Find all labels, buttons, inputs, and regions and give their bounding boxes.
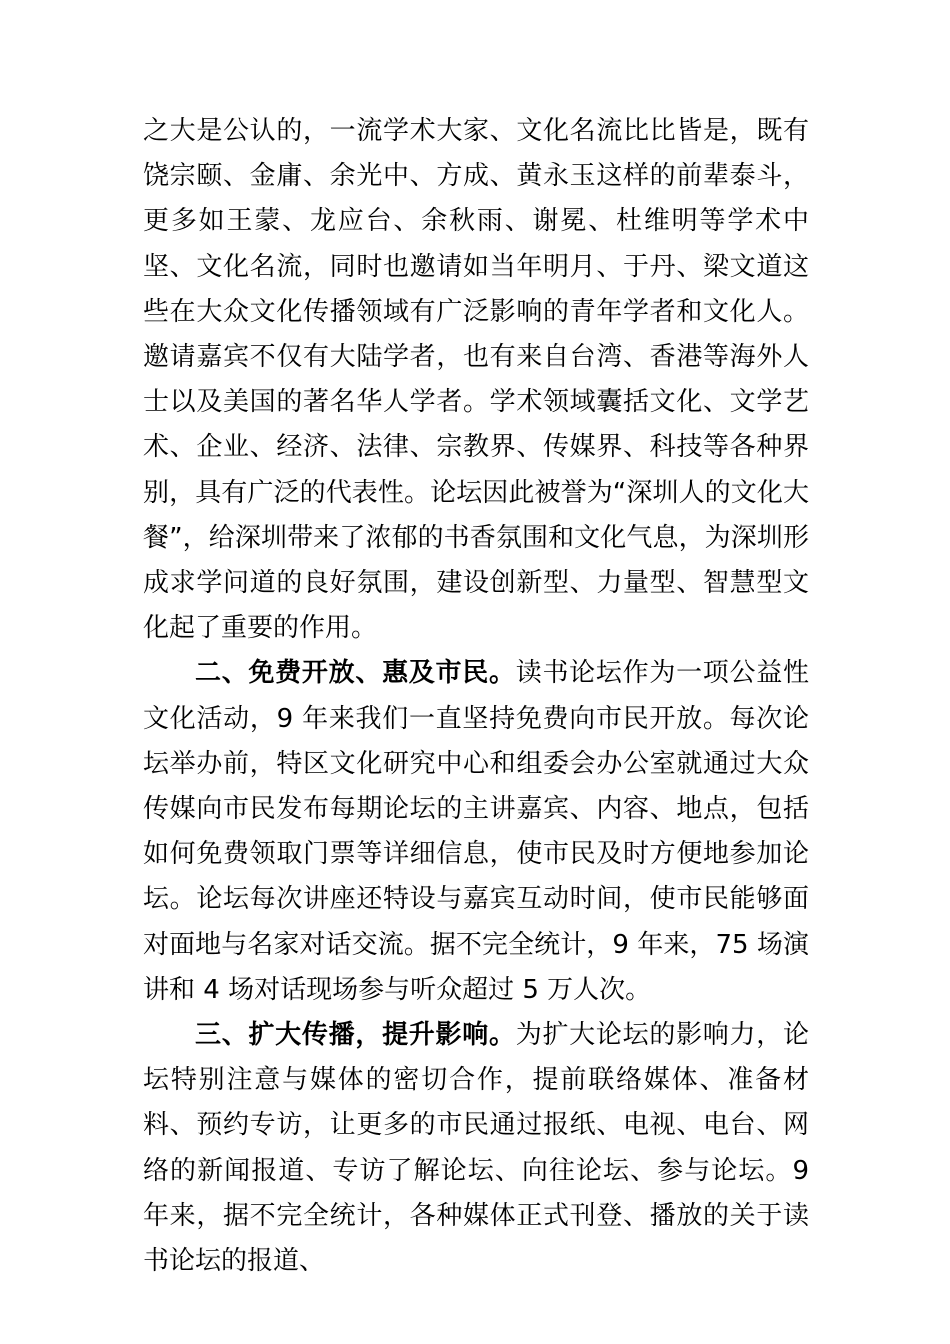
paragraph-body: 为扩大论坛的影响力，论坛特别注意与媒体的密切合作，提前联络媒体、准备材料、预约专访，让更多的市民通过报纸、电视、电台、网络的新闻报道、专访了解论坛、向往论坛、参与论坛。9 年来，据不完全统计，各种媒体正式刊登、播放的关于读书论坛的报道、 [143, 1020, 809, 1277]
paragraph-continued [143, 109, 809, 651]
paragraph-body: 之大是公认的，一流学术大家、文化名流比比皆是，既有饶宗颐、金庸、余光中、方成、黄永玉这样的前辈泰斗，更多如王蒙、龙应台、余秋雨、谢冕、杜维明等学术中坚、文化名流，同时也邀请如当年明月、于丹、梁文道这些在大众文化传播领域有广泛影响的青年学者和文化人。邀请嘉宾不仅有大陆学者，也有来自台湾、香港等海外人士以及美国的著名华人学者。学术领域囊括文化、文学艺术、企业、经济、法律、宗教界、传媒界、科技等各种界别，具有广泛的代表性。论坛因此被誉为“深圳人的文化大餐”，给深圳带来了浓郁的书香氛围和文化气息，为深圳形成求学问道的良好氛围，建设创新型、力量型、智慧型文化起了重要的作用。 [143, 116, 809, 644]
document-body [143, 109, 809, 1284]
paragraph-heading: 三、扩大传播，提升影响。 [195, 1020, 516, 1051]
paragraph-body: 读书论坛作为一项公益性文化活动，9 年来我们一直坚持免费向市民开放。每次论坛举办前，特区文化研究中心和组委会办公室就通过大众传媒向市民发布每期论坛的主讲嘉宾、内容、地点，包括如何免费领取门票等详细信息，使市民及时方便地参加论坛。论坛每次讲座还特设与嘉宾互动时间，使市民能够面对面地与名家对话交流。据不完全统计，9 年来，75 场演讲和 4 场对话现场参与听众超过 5 万人次。 [143, 658, 809, 1005]
paragraph-heading: 二、免费开放、惠及市民。 [195, 658, 516, 689]
paragraph-media-spread [143, 1013, 809, 1284]
paragraph-free-access [143, 651, 809, 1013]
